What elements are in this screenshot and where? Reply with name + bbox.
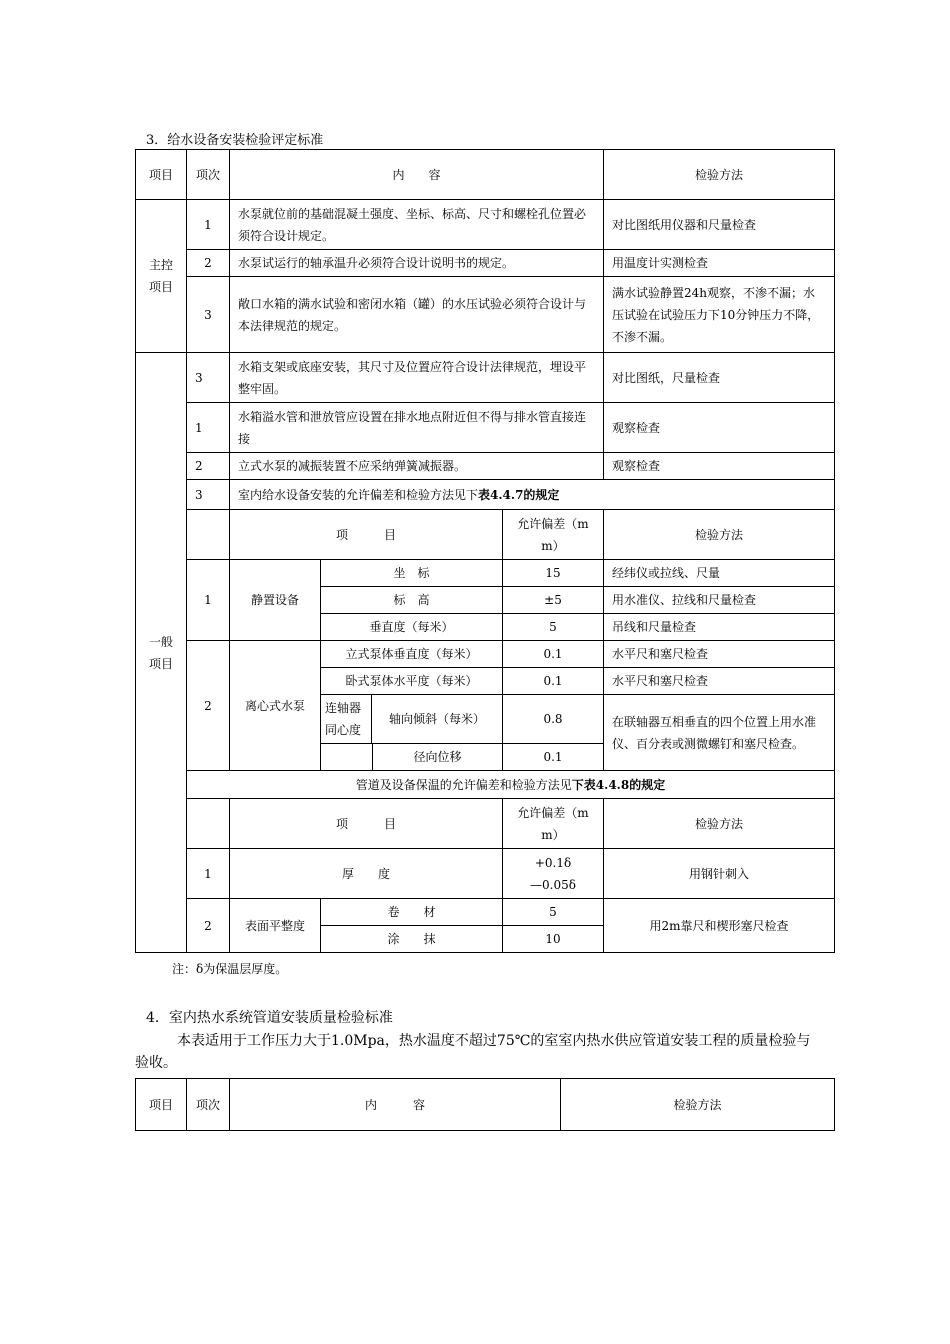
hw-header-xiangci: 项次 [187, 1079, 230, 1131]
insul-ref-bold: 下表4.4.8的规定 [571, 777, 666, 792]
insul-header-item: 项 目 [230, 799, 503, 849]
hw-header-neirong: 内 容 [230, 1079, 561, 1131]
ref-row-text: 室内给水设备安装的允许偏差和检验方法见下表4.4.7的规定 [230, 480, 835, 510]
insul-num: 1 [187, 849, 230, 899]
static-item: 垂直度（每米） [321, 614, 503, 641]
flat-item: 涂 抹 [321, 926, 503, 953]
static-item: 坐 标 [321, 560, 503, 587]
main-row-content: 水泵试运行的轴承温升必须符合设计说明书的规定。 [230, 250, 604, 277]
pump-method: 水平尺和塞尺检查 [604, 668, 835, 695]
water-equipment-table [135, 149, 835, 953]
general-row-content: 水箱溢水管和泄放管应设置在排水地点附近但不得与排水管直接连接 [230, 403, 604, 453]
general-row-num: 3 [187, 353, 230, 403]
general-row-method: 观察检查 [604, 453, 835, 480]
table-note: 注：δ为保温层厚度。 [172, 962, 288, 976]
main-row-method: 对比图纸用仪器和尺量检查 [604, 200, 835, 250]
main-row-content: 敞口水箱的满水试验和密闭水箱（罐）的水压试验必须符合设计与本法律规范的规定。 [230, 277, 604, 353]
flat-num: 2 [187, 899, 230, 953]
pump-item: 立式泵体垂直度（每米） [321, 641, 503, 668]
main-row-method: 满水试验静置24h观察，不渗不漏；水压试验在试验压力下10分钟压力不降，不渗不漏。 [604, 277, 835, 353]
insul-method: 用钢针刺入 [604, 849, 835, 899]
pump-method: 水平尺和塞尺检查 [604, 641, 835, 668]
insul-item: 厚 度 [230, 849, 503, 899]
header-neirong: 内 容 [230, 150, 604, 200]
coupling-method: 在联轴器互相垂直的四个位置上用水准仪、百分表或测微螺钉和塞尺检查。 [604, 695, 835, 771]
coupling-radial-cell [321, 744, 503, 771]
static-tol: 15 [503, 560, 604, 587]
sub-header-tol: 允许偏差（mm） [503, 510, 604, 560]
general-row-method: 观察检查 [604, 403, 835, 453]
hw-header-method: 检验方法 [561, 1079, 835, 1131]
hw-header-xiangmu: 项目 [136, 1079, 187, 1131]
flat-method: 用2m靠尺和楔形塞尺检查 [604, 899, 835, 953]
static-num: 1 [187, 560, 230, 641]
group-main: 主控项目 [136, 200, 187, 353]
pump-tol: 0.1 [503, 641, 604, 668]
pump-name: 离心式水泵 [230, 641, 321, 771]
general-row-num: 2 [187, 453, 230, 480]
ref-row-num: 3 [187, 480, 230, 510]
ref-row-bold: 表4.4.7的规定 [478, 487, 560, 502]
static-tol: 5 [503, 614, 604, 641]
flat-tol: 5 [503, 899, 604, 926]
section4-title: 4．室内热水系统管道安装质量检验标准 [146, 1010, 393, 1026]
static-method: 吊线和尺量检查 [604, 614, 835, 641]
group-general: 一般项目 [136, 353, 187, 953]
main-row-num: 1 [187, 200, 230, 250]
general-row-content: 立式水泵的减振装置不应采纳弹簧减振器。 [230, 453, 604, 480]
main-row-method: 用温度计实测检查 [604, 250, 835, 277]
coupling-axial-tol: 0.8 [503, 695, 604, 744]
main-row-content: 水泵就位前的基础混凝土强度、坐标、标高、尺寸和螺栓孔位置必须符合设计规定。 [230, 200, 604, 250]
section4-paragraph: 本表适用于工作压力大于1.0Mpa，热水温度不超过75℃的室室内热水供应管道安装工程的质量检验与验收。 [135, 1033, 811, 1071]
insul-ref: 管道及设备保温的允许偏差和检验方法见下表4.4.8的规定 [187, 771, 835, 799]
section3-title: 3．给水设备安装检验评定标准 [146, 133, 324, 148]
insul-tol: +0.1δ —0.05δ [503, 849, 604, 899]
static-method: 用水准仪、拉线和尺量检查 [604, 587, 835, 614]
coupling-radial-tol: 0.1 [503, 744, 604, 771]
header-method: 检验方法 [604, 150, 835, 200]
header-xiangci: 项次 [187, 150, 230, 200]
general-row-method: 对比图纸，尺量检查 [604, 353, 835, 403]
static-name: 静置设备 [230, 560, 321, 641]
sub-header-method: 检验方法 [604, 510, 835, 560]
pump-tol: 0.1 [503, 668, 604, 695]
coupling-radial-item: 径向位移 [413, 750, 462, 764]
insul-header-method: 检验方法 [604, 799, 835, 849]
sub-header-item: 项 目 [230, 510, 503, 560]
pump-item: 卧式泵体水平度（每米） [321, 668, 503, 695]
insul-header-tol: 允许偏差（mm） [503, 799, 604, 849]
static-method: 经纬仪或拉线、尺量 [604, 560, 835, 587]
flat-tol: 10 [503, 926, 604, 953]
pump-num: 2 [187, 641, 230, 771]
hot-water-table [135, 1078, 835, 1131]
coupling-axial-item: 轴向倾斜（每米） [388, 712, 485, 726]
main-row-num: 3 [187, 277, 230, 353]
static-tol: ±5 [503, 587, 604, 614]
coupling-label: 连轴器同心度 [321, 695, 372, 743]
static-item: 标 高 [321, 587, 503, 614]
coupling-cell [321, 695, 503, 744]
flat-item: 卷 材 [321, 899, 503, 926]
main-row-num: 2 [187, 250, 230, 277]
flat-name: 表面平整度 [230, 899, 321, 953]
general-row-num: 1 [187, 403, 230, 453]
header-xiangmu: 项目 [136, 150, 187, 200]
general-row-content: 水箱支架或底座安装，其尺寸及位置应符合设计法律规范，埋设平整牢固。 [230, 353, 604, 403]
